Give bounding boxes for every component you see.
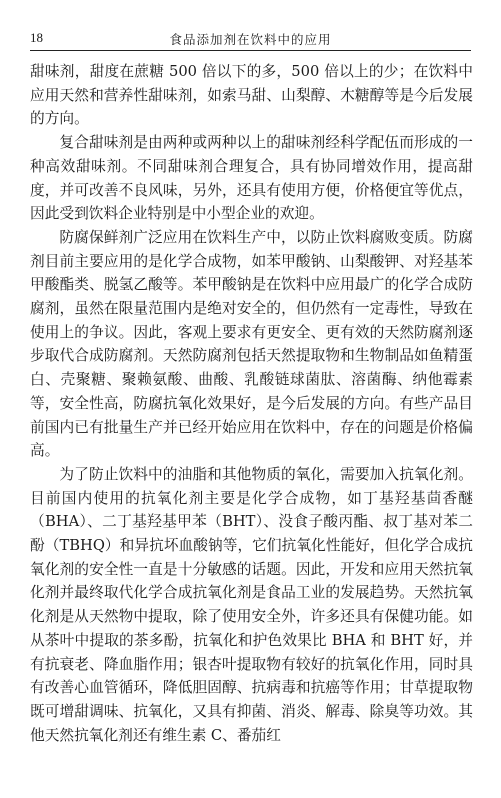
paragraph-sweeteners-continued: 甜味剂，甜度在蔗糖 500 倍以下的多，500 倍以上的少；在饮料中应用天然和营养性甜味剂，如索马甜、山梨醇、木糖醇等是今后发展的方向。: [30, 63, 473, 128]
page-header: [30, 28, 471, 51]
running-title: 食品添加剂在饮料中的应用: [169, 32, 332, 47]
body-text: [30, 60, 473, 747]
paragraph-antioxidants: 为了防止饮料中的油脂和其他物质的氧化，需要加入抗氧化剂。目前国内使用的抗氧化剂主要是化学合成物，如丁基羟基茴香醚（BHA）、二丁基羟基甲苯（BHT）、没食子酸丙酯、叔丁基对苯二酚（TBHQ）和异抗坏血酸钠等，它们抗氧化性能好，但化学合成抗氧化剂的安全性一直是十分敏感的话题。因此，开发和应用天然抗氧化剂并最终取代化学合成抗氧化剂是食品工业的发展趋势。天然抗氧化剂是从天然物中提取，除了使用安全外，许多还具有保健功能。如从茶叶中提取的茶多酚，抗氧化和护色效果比 BHA 和 BHT 好，并有抗衰老、降血脂作用；银杏叶提取物有较好的抗氧化作用，同时具有改善心血管循环，降低胆固醇、抗病毒和抗癌等作用；甘草提取物既可增甜调味、抗氧化，又具有抑菌、消炎、解毒、除臭等功效。其他天然抗氧化剂还有维生素 C、番茄红: [30, 465, 473, 744]
paragraph-compound-sweeteners: 复合甜味剂是由两种或两种以上的甜味剂经科学配伍而形成的一种高效甜味剂。不同甜味剂合理复合，具有协同增效作用，提高甜度，并可改善不良风味，另外，还具有使用方便，价格便宜等优点，因此受到饮料企业特别是中小型企业的欢迎。: [30, 134, 473, 223]
paragraph-preservatives: 防腐保鲜剂广泛应用在饮料生产中，以防止饮料腐败变质。防腐剂目前主要应用的是化学合成物，如苯甲酸钠、山梨酸钾、对羟基苯甲酸酯类、脱氢乙酸等。苯甲酸钠是在饮料中应用最广的化学合成防腐剂，虽然在限量范围内是绝对安全的，但仍然有一定毒性，导致在使用上的争议。因此，客观上要求有更安全、更有效的天然防腐剂逐步取代合成防腐剂。天然防腐剂包括天然提取物和生物制品如鱼精蛋白、壳聚糖、聚赖氨酸、曲酸、乳酸链球菌肽、溶菌酶、纳他霉素等，安全性高，防腐抗氧化效果好，是今后发展的方向。有些产品目前国内已有批量生产并已经开始应用在饮料中，存在的问题是价格偏高。: [30, 228, 473, 460]
page-number: 18: [30, 30, 43, 45]
